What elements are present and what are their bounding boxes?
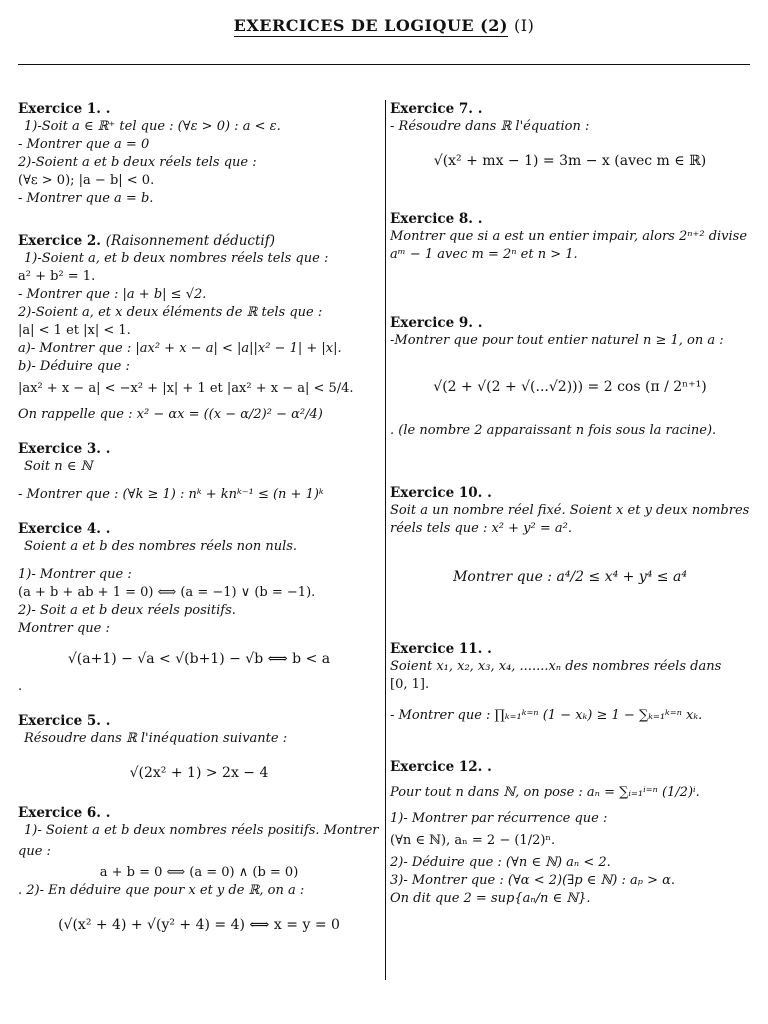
exercise-heading-text: Exercice 2.	[18, 233, 101, 249]
display-formula: (√(x² + 4) + √(y² + 4) = 4) ⟺ x = y = 0	[58, 917, 340, 933]
exercise-line: 2)-Soient a et b deux réels tels que :	[18, 155, 257, 170]
exercise-line: - Montrer que a = 0	[18, 137, 150, 152]
exercise-heading: Exercice 12. .	[390, 759, 492, 775]
exercise-9	[390, 314, 750, 440]
display-formula: Montrer que : a⁴/2 ≤ x⁴ + y⁴ ≤ a⁴	[453, 569, 687, 585]
page-title	[0, 16, 768, 35]
exercise-line: - Montrer que a = b.	[18, 191, 154, 206]
display-formula: √(2 + √(2 + √(...√2))) = 2 cos (π / 2ⁿ⁺¹)	[433, 379, 707, 395]
exercise-heading: Exercice 7. .	[390, 101, 483, 117]
exercise-heading: Exercice 5. .	[18, 713, 111, 729]
exercise-line: Pour tout n dans ℕ, on pose : aₙ = ∑ᵢ₌₁ⁱ⁼ⁿ (1/2)ⁱ.	[390, 785, 700, 800]
exercise-line: que :	[18, 844, 51, 859]
exercise-line: Soient x₁, x₂, x₃, x₄, .......xₙ des nombres réels dans	[390, 659, 722, 674]
exercise-heading: Exercice 6. .	[18, 805, 111, 821]
exercise-12	[390, 758, 750, 908]
exercise-line: - Montrer que : (∀k ≥ 1) : nᵏ + knᵏ⁻¹ ≤ (n + 1)ᵏ	[18, 487, 324, 502]
exercise-line: [0, 1].	[390, 677, 430, 692]
display-formula: √(a+1) − √a < √(b+1) − √b ⟺ b < a	[67, 651, 331, 667]
exercise-line: . (le nombre 2 apparaissant n fois sous la racine).	[390, 423, 717, 438]
exercise-line: On dit que 2 = sup{aₙ/n ∈ ℕ}.	[390, 891, 591, 906]
exercise-line: 1)- Montrer par récurrence que :	[390, 811, 608, 826]
exercise-line: |ax² + x − a| < −x² + |x| + 1 et |ax² + x − a| < 5/4.	[18, 381, 354, 396]
exercise-line: a)- Montrer que : |ax² + x − a| < |a||x² − 1| + |x|.	[18, 341, 342, 356]
exercise-line: 2)- Déduire que : (∀n ∈ ℕ) aₙ < 2.	[390, 855, 611, 870]
exercise-line: 1)-Soit a ∈ ℝ⁺ tel que : (∀ε > 0) : a < ε.	[24, 119, 281, 134]
exercise-heading	[18, 232, 380, 250]
exercise-heading: Exercice 9. .	[390, 315, 483, 331]
exercise-line: a² + b² = 1.	[18, 269, 96, 284]
right-column	[390, 100, 750, 908]
exercise-line: Soient a et b des nombres réels non nuls.	[24, 539, 298, 554]
exercise-line: . 2)- En déduire que pour x et y de ℝ, on a :	[18, 883, 305, 898]
exercise-line: 3)- Montrer que : (∀α < 2)(∃p ∈ ℕ) : aₚ > α.	[390, 873, 676, 888]
column-divider	[385, 100, 386, 980]
exercise-line: Montrer que :	[18, 621, 110, 636]
exercise-line: 2)- Soit a et b deux réels positifs.	[18, 603, 236, 618]
display-formula: √(x² + mx − 1) = 3m − x (avec m ∈ ℝ)	[433, 153, 707, 169]
exercise-6	[18, 804, 380, 936]
exercise-10	[390, 484, 750, 588]
exercise-line: - Résoudre dans ℝ l'équation :	[390, 119, 590, 134]
display-formula: √(2x² + 1) > 2x − 4	[129, 765, 269, 781]
exercise-7	[390, 100, 750, 172]
exercise-line: Montrer que si a est un entier impair, alors 2ⁿ⁺² divise	[390, 229, 748, 244]
exercise-line: Soit a un nombre réel fixé. Soient x et y deux nombres	[390, 503, 750, 518]
exercise-line: 2)-Soient a, et x deux éléments de ℝ tels que :	[18, 305, 323, 320]
exercise-line: Soit n ∈ ℕ	[24, 459, 93, 474]
header-divider	[18, 64, 750, 65]
left-column	[18, 100, 380, 944]
exercise-heading: Exercice 4. .	[18, 521, 111, 537]
exercise-line: |a| < 1 et |x| < 1.	[18, 323, 131, 338]
exercise-subtitle: (Raisonnement déductif)	[105, 233, 275, 249]
title-main: EXERCICES DE LOGIQUE (2)	[233, 16, 508, 35]
exercise-8	[390, 210, 750, 264]
exercise-line: (∀n ∈ ℕ), aₙ = 2 − (1/2)ⁿ.	[390, 833, 556, 848]
exercise-4	[18, 520, 380, 696]
exercise-line: .	[18, 679, 23, 694]
exercise-line: -Montrer que pour tout entier naturel n ≥ 1, on a :	[390, 333, 724, 348]
exercise-line: réels tels que : x² + y² = a².	[390, 521, 572, 536]
exercise-1	[18, 100, 380, 208]
exercise-line: a + b = 0 ⟺ (a = 0) ∧ (b = 0)	[99, 865, 299, 880]
display-formula: - Montrer que : ∏ₖ₌₁ᵏ⁼ⁿ (1 − xₖ) ≥ 1 − ∑ₖ₌₁ᵏ⁼ⁿ xₖ.	[390, 708, 703, 723]
exercise-line: (a + b + ab + 1 = 0) ⟺ (a = −1) ∨ (b = −1).	[18, 585, 316, 600]
exercise-line: 1)- Soient a et b deux nombres réels positifs. Montrer	[24, 823, 379, 838]
exercise-3	[18, 440, 380, 504]
exercise-heading: Exercice 3. .	[18, 441, 111, 457]
exercise-line: b)- Déduire que :	[18, 359, 130, 374]
exercise-2	[18, 232, 380, 428]
exercise-heading: Exercice 10. .	[390, 485, 492, 501]
exercise-line: (∀ε > 0); |a − b| < 0.	[18, 173, 155, 188]
title-suffix: (I)	[514, 16, 535, 35]
exercise-11	[390, 640, 750, 738]
exercise-line: 1)- Montrer que :	[18, 567, 132, 582]
exercise-heading: Exercice 1. .	[18, 101, 111, 117]
exercise-heading: Exercice 8. .	[390, 211, 483, 227]
exercise-line: On rappelle que : x² − αx = ((x − α/2)² − α²/4)	[18, 407, 323, 422]
exercise-line: aᵐ − 1 avec m = 2ⁿ et n > 1.	[390, 247, 578, 262]
exercise-line: - Montrer que : |a + b| ≤ √2.	[18, 287, 207, 302]
exercise-line: Résoudre dans ℝ l'inéquation suivante :	[24, 731, 288, 746]
exercise-5	[18, 712, 380, 784]
exercise-line: 1)-Soient a, et b deux nombres réels tels que :	[24, 251, 329, 266]
exercise-heading: Exercice 11. .	[390, 641, 492, 657]
